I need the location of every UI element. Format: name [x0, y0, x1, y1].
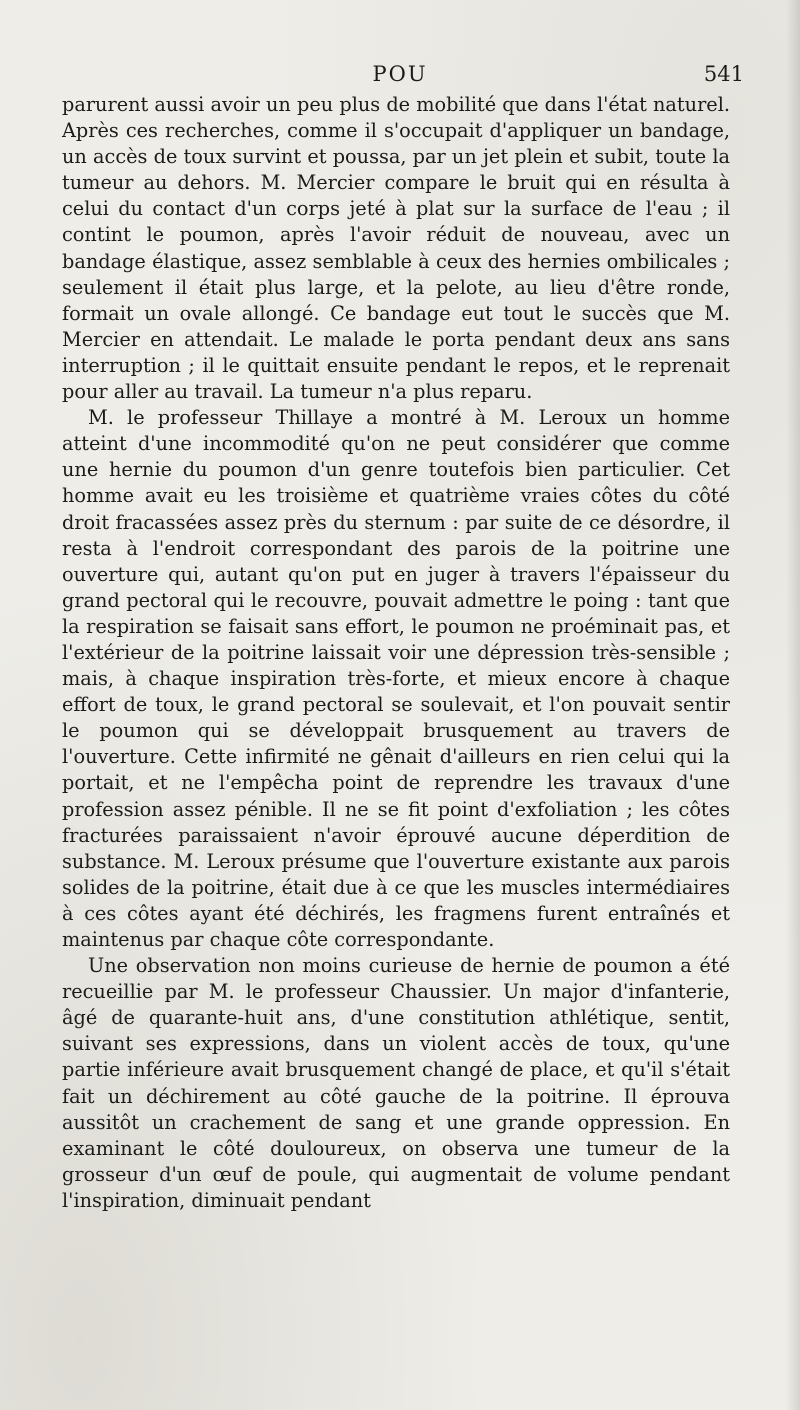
- paragraph-chaussier: Une observation non moins curieuse de hernie de poumon a été recueillie par M. le professeur Chaussier. Un major d'infanterie, âgé de quarante-huit ans, d'une constitution athlétique, sentit, suivant ses expressions, dans un violent accès de toux, qu'une partie inférieure avait brusquement changé de place, et qu'il s'était fait un déchirement au côté gauche de la poitrine. Il éprouva aussitôt un crachement de sang et une grande oppression. En examinant le côté douloureux, on observa une tumeur de la grosseur d'un œuf de poule, qui augmentait de volume pendant l'inspiration, diminuait pendant: [62, 954, 730, 1212]
- running-head: POU: [372, 62, 428, 86]
- page-number: 541: [703, 62, 744, 86]
- paragraph-continuation: parurent aussi avoir un peu plus de mobilité que dans l'état naturel. Après ces recherches, comme il s'occupait d'appliquer un bandage, un accès de toux survint et poussa, par un jet plein et subit, toute la tumeur au dehors. M. Mercier compare le bruit qui en résulta à celui du contact d'un corps jeté à plat sur la surface de l'eau ; il contint le poumon, après l'avoir réduit de nouveau, avec un bandage élastique, assez semblable à ceux des hernies ombilicales ; seulement il était plus large, et la pelote, au lieu d'être ronde, formait un ovale allongé. Ce bandage eut tout le succès que M. Mercier en attendait. Le malade le porta pendant deux ans sans interruption ; il le quittait ensuite pendant le repos, et le reprenait pour aller au travail. La tumeur n'a plus reparu.: [62, 93, 730, 404]
- body-text: [62, 92, 730, 1214]
- page-edge-shadow: [786, 0, 800, 1410]
- page-header: [60, 62, 744, 92]
- paragraph-thillaye: M. le professeur Thillaye a montré à M. Leroux un homme atteint d'une incommodité qu'on ne peut considérer que comme une hernie du poumon d'un genre toutefois bien particulier. Cet homme avait eu les troisième et quatrième vraies côtes du côté droit fracassées assez près du sternum : par suite de ce désordre, il resta à l'endroit correspondant des parois de la poitrine une ouverture qui, autant qu'on put en juger à travers l'épaisseur du grand pectoral qui le recouvre, pouvait admettre le poing : tant que la respiration se faisait sans effort, le poumon ne proéminait pas, et l'extérieur de la poitrine laissait voir une dépression très-sensible ; mais, à chaque inspiration très-forte, et mieux encore à chaque effort de toux, le grand pectoral se soulevait, et l'on pouvait sentir le poumon qui se développait brusquement au travers de l'ouverture. Cette infirmité ne gênait d'ailleurs en rien celui qui la portait, et ne l'empêcha point de reprendre les travaux d'une profession assez pénible. Il ne se fit point d'exfoliation ; les côtes fracturées paraissaient n'avoir éprouvé aucune déperdition de substance. M. Leroux présume que l'ouverture existante aux parois solides de la poitrine, était due à ce que les muscles intermédiaires à ces côtes ayant été déchirés, les fragmens furent entraînés et maintenus par chaque côte correspondante.: [62, 406, 730, 951]
